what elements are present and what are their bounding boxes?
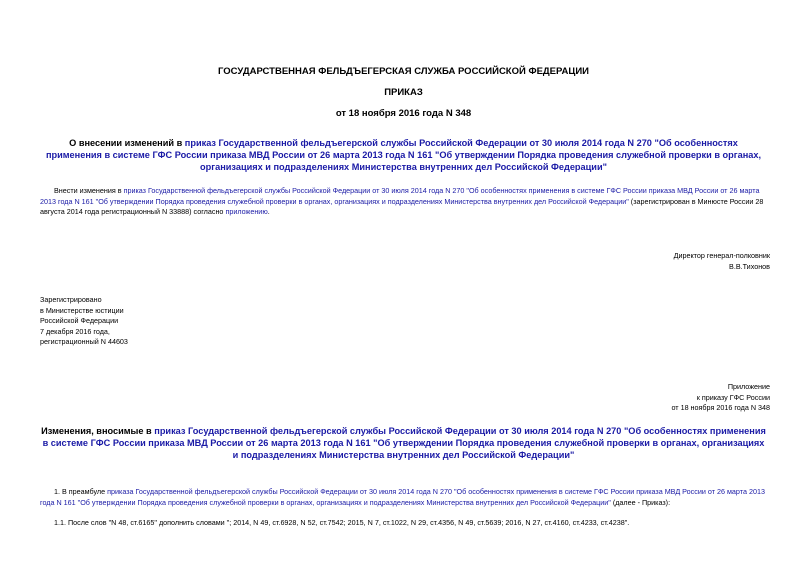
appendix-line: к приказу ГФС России bbox=[696, 392, 770, 402]
doc-type: ПРИКАЗ bbox=[384, 87, 423, 98]
registration-line: регистрационный N 44603 bbox=[40, 337, 128, 347]
title-order-link[interactable]: приказ Государственной фельдъегерской службы Российской Федерации от 30 июля 2014 года N 270 "Об особенностях применения в системе ГФС России приказа МВД России от 26 марта 2013 года N 161 "Об утверждении Порядка проведения служебной проверки в органах, организациях и подразделениях Министерства внутренних дел Российской Федерации" bbox=[45, 138, 762, 172]
appendix-title-prefix: Изменения, вносимые в bbox=[41, 426, 155, 436]
body-middle: (зарегистрирован в Минюсте России 28 августа 2014 года регистрационный N 33888) согласно bbox=[40, 196, 764, 217]
signature-block bbox=[470, 251, 770, 272]
title-prefix: О внесении изменений в bbox=[69, 138, 185, 148]
appendix-line: Приложение bbox=[727, 382, 770, 391]
registration-line: 7 декабря 2016 года, bbox=[40, 326, 110, 336]
body-end: . bbox=[267, 207, 270, 217]
doc-date-number: от 18 ноября 2016 года N 348 bbox=[335, 108, 472, 119]
body-prefix: Внести изменения в bbox=[54, 186, 124, 195]
registration-line: Зарегистрировано bbox=[40, 295, 102, 304]
item-1-paragraph bbox=[40, 487, 775, 508]
appendix-title bbox=[40, 425, 767, 461]
signature-position: Директор генерал-полковник bbox=[673, 251, 770, 260]
agency-title: ГОСУДАРСТВЕННАЯ ФЕЛЬДЪЕГЕРСКАЯ СЛУЖБА РОССИЙСКОЙ ФЕДЕРАЦИИ bbox=[218, 66, 589, 77]
registration-line: Российской Федерации bbox=[40, 316, 119, 326]
signature-name: В.В.Тихонов bbox=[729, 261, 770, 271]
item-1-prefix: 1. В преамбуле bbox=[54, 487, 108, 496]
appendix-line: от 18 ноября 2016 года N 348 bbox=[671, 403, 770, 413]
document-title bbox=[40, 137, 767, 173]
registration-line: в Министерстве юстиции bbox=[40, 305, 124, 315]
item-1-order-link[interactable]: приказа Государственной фельдъегерской службы Российской Федерации от 30 июля 2014 года N 270 "Об особенностях применения в системе ГФС России приказа МВД России от 26 марта 2013 года N 161 "Об утверждении Порядка проведения служебной проверки в органах, организациях и подразделениях Министерства внутренних дел Российской Федерации" bbox=[40, 487, 765, 507]
appendix-link[interactable]: приложению bbox=[225, 207, 268, 217]
appendix-block bbox=[470, 382, 770, 414]
appendix-title-order-link[interactable]: приказ Государственной фельдъегерской службы Российской Федерации от 30 июля 2014 года N 270 "Об особенностях применения в системе ГФС России приказа МВД России от 26 марта 2013 года N 161 "Об утверждении Порядка проведения служебной проверки в органах, организациях и подразделениях Министерства внутренних дел Российской Федерации" bbox=[42, 426, 766, 460]
item-1-end: (далее - Приказ): bbox=[610, 497, 671, 507]
body-order-link[interactable]: приказ Государственной фельдъегерской службы Российской Федерации от 30 июля 2014 года N 270 "Об особенностях применения в системе ГФС России приказа МВД России от 26 марта 2013 года N 161 "Об утверждении Порядка проведения служебной проверки в органах, организациях и подразделениях Министерства внутренних дел Российской Федерации" bbox=[40, 186, 760, 206]
body-paragraph bbox=[40, 186, 775, 218]
registration-block bbox=[40, 295, 340, 348]
item-1-1-paragraph: 1.1. После слов "N 48, ст.6165" дополнить словами "; 2014, N 49, ст.6928, N 52, ст.7542; 2015, N 7, ст.1022, N 29, ст.4356, N 49, ст.5639; 2016, N 27, ст.4160, ст.4233, ст.4238". bbox=[54, 518, 630, 527]
